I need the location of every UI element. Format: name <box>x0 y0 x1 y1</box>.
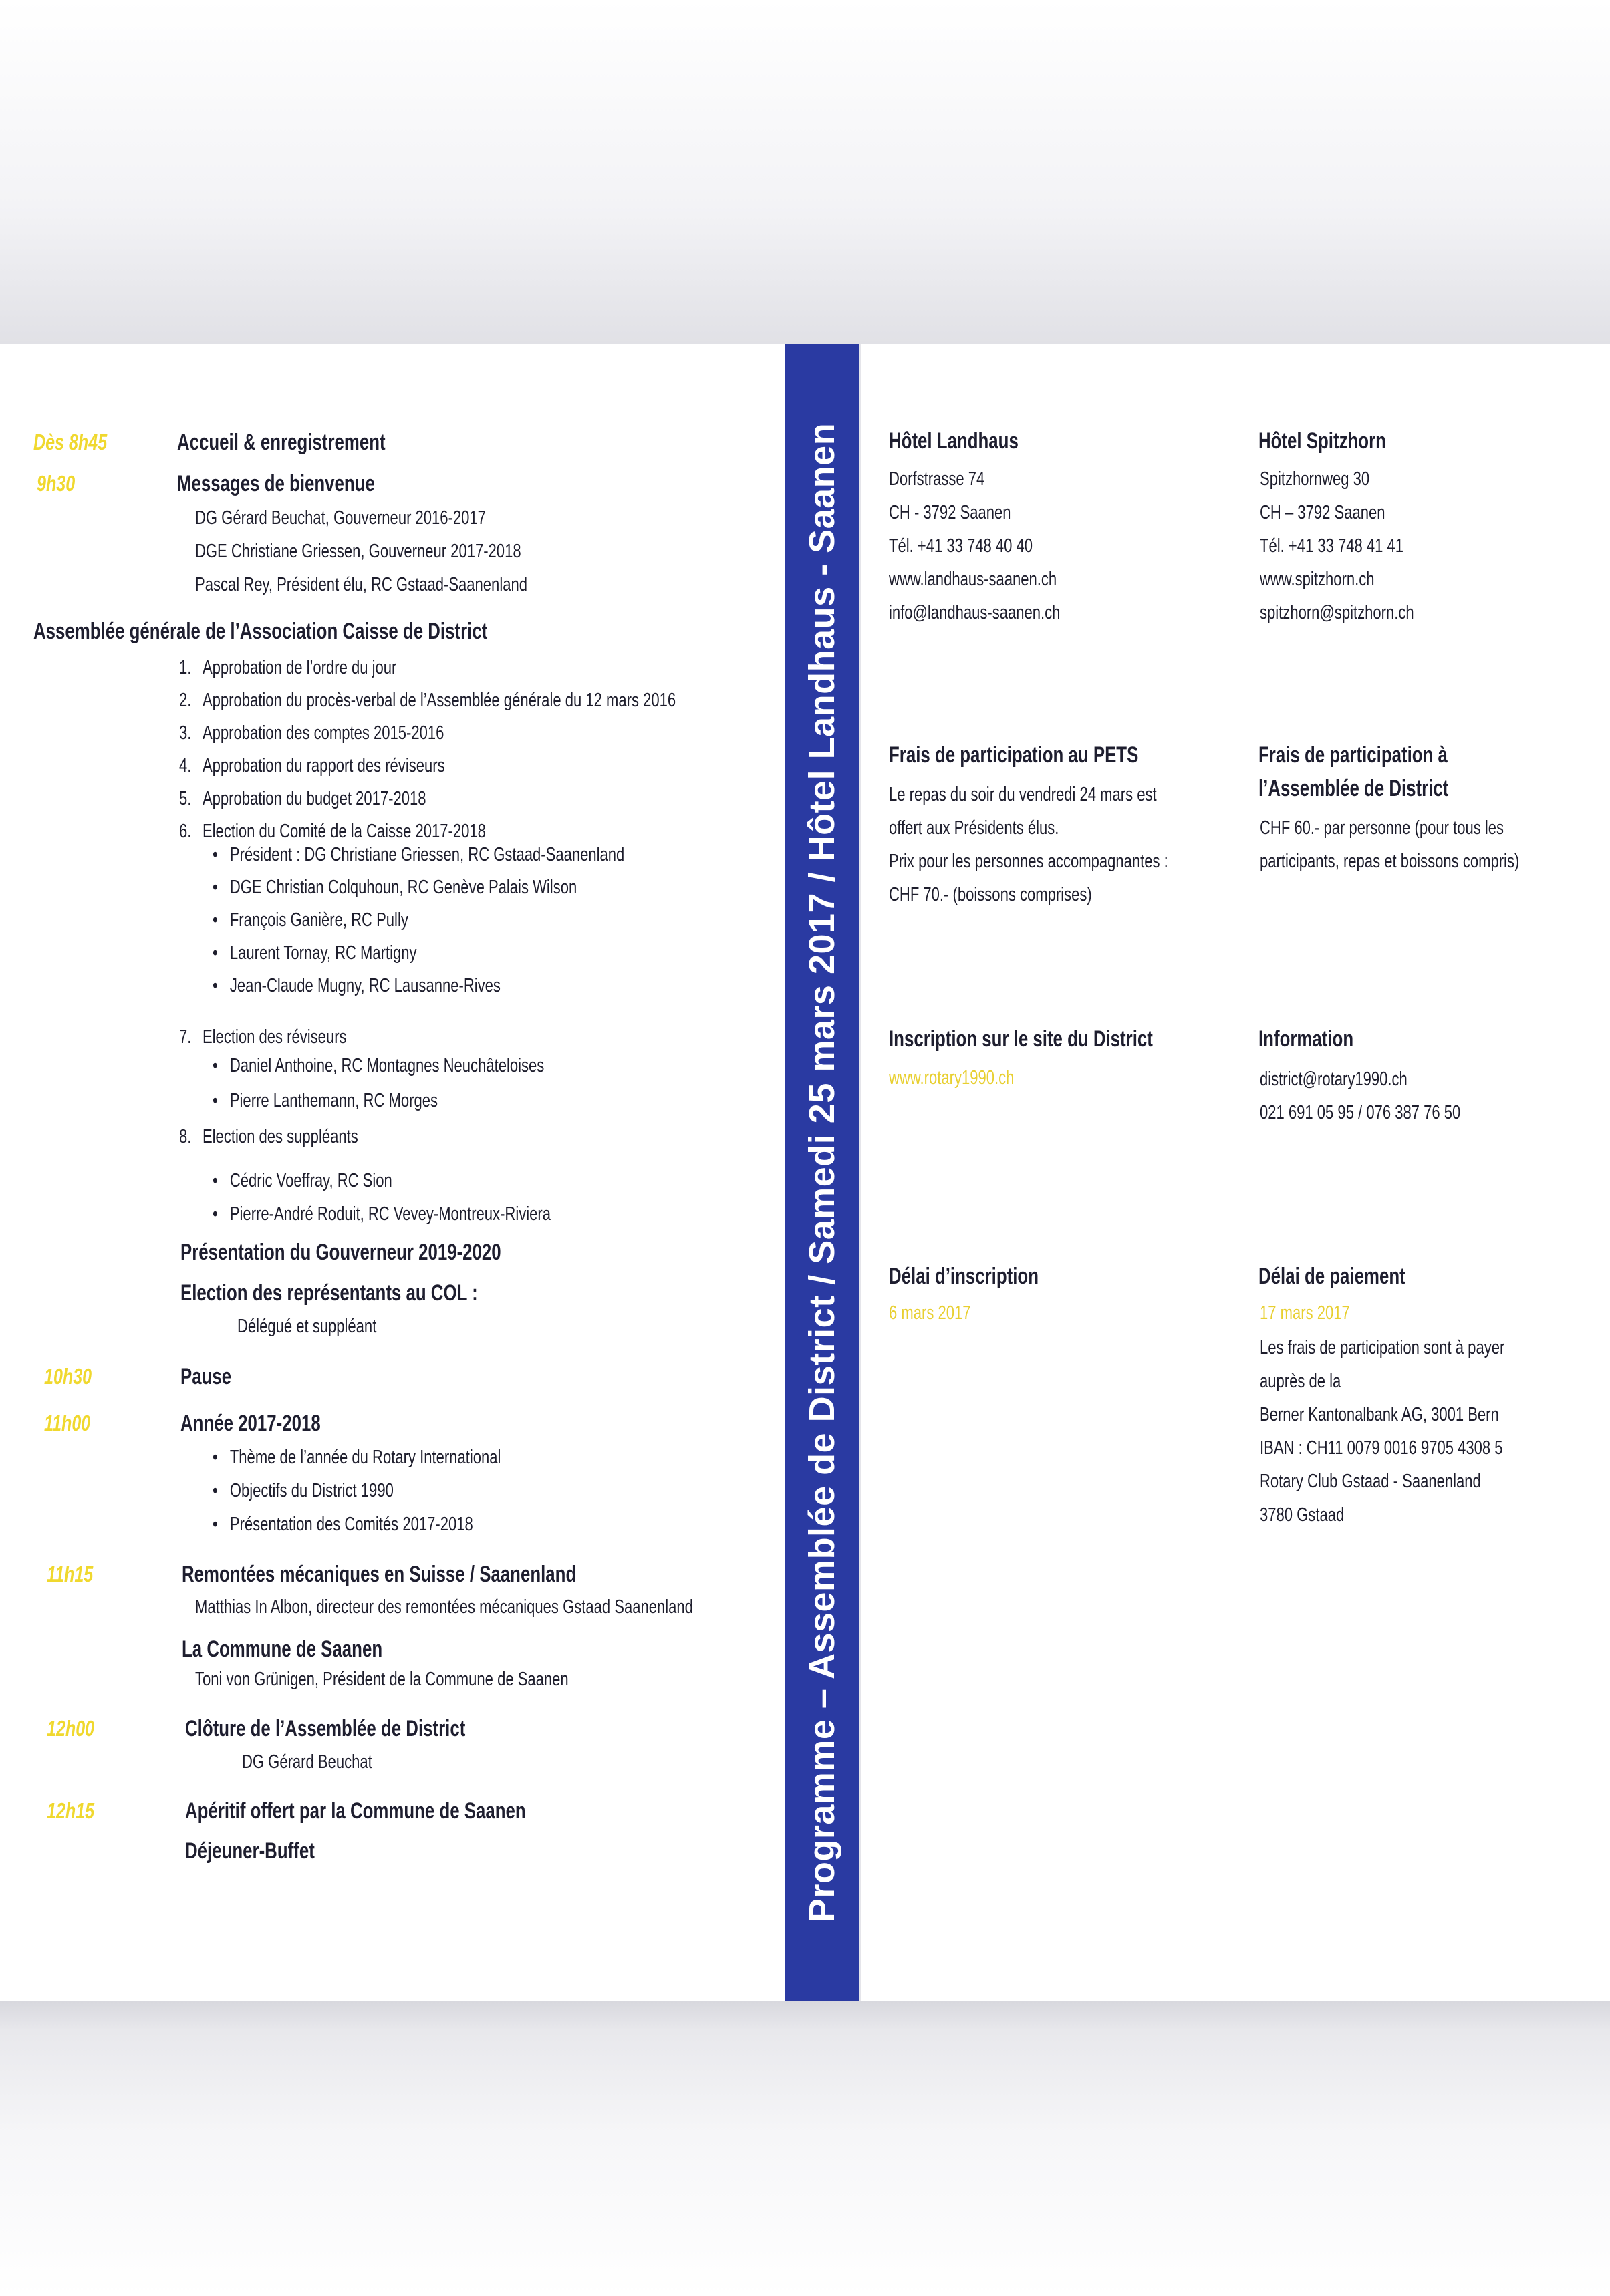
agenda-item: 4. Approbation du rapport des réviseurs <box>179 755 445 776</box>
landhaus-city: CH - 3792 Saanen <box>889 502 1011 523</box>
landhaus-title: Hôtel Landhaus <box>889 428 1019 454</box>
frais-assemblee-line: participants, repas et boissons compris) <box>1260 851 1520 872</box>
delai-inscription-title: Délai d’inscription <box>889 1264 1039 1289</box>
committee-member: • Président : DG Christiane Griessen, RC Gstaad-Saanenland <box>213 844 625 865</box>
agenda-item: 5. Approbation du budget 2017-2018 <box>179 788 426 809</box>
assembly-heading: Assemblée générale de l’Association Caisse de District <box>33 619 488 644</box>
auditor: • Pierre Lanthemann, RC Morges <box>213 1090 438 1111</box>
messages-heading: Messages de bienvenue <box>177 471 375 496</box>
spitzhorn-address: Spitzhornweg 30 <box>1260 468 1370 490</box>
committee-member: • François Ganière, RC Pully <box>213 909 408 931</box>
remontees-speaker: Matthias In Albon, directeur des remontées mécaniques Gstaad Saanenland <box>195 1596 693 1618</box>
information-title: Information <box>1258 1026 1354 1052</box>
pause-heading: Pause <box>180 1364 232 1389</box>
commune-speaker: Toni von Grünigen, Président de la Commune de Saanen <box>195 1669 569 1690</box>
delegue-line: Délégué et suppléant <box>237 1316 377 1337</box>
committee-member: • Laurent Tornay, RC Martigny <box>213 942 417 964</box>
paiement-city: 3780 Gstaad <box>1260 1504 1345 1526</box>
frais-assemblee-title: Frais de participation à <box>1258 742 1448 768</box>
speaker-line: DGE Christiane Griessen, Gouverneur 2017-2018 <box>195 541 521 562</box>
time-08h45: Dès 8h45 <box>33 430 108 454</box>
inscription-title: Inscription sur le site du District <box>889 1026 1153 1052</box>
substitute: • Cédric Voeffray, RC Sion <box>213 1170 392 1191</box>
presentation-heading: Présentation du Gouverneur 2019-2020 <box>180 1240 501 1265</box>
cloture-speaker: DG Gérard Beuchat <box>242 1751 372 1773</box>
paiement-bank: Berner Kantonalbank AG, 3001 Bern <box>1260 1404 1499 1425</box>
accueil-heading: Accueil & enregistrement <box>177 430 386 455</box>
inscription-link[interactable]: www.rotary1990.ch <box>889 1067 1015 1089</box>
time-11h00: 11h00 <box>44 1411 91 1435</box>
spitzhorn-city: CH – 3792 Saanen <box>1260 502 1385 523</box>
time-10h30: 10h30 <box>44 1364 92 1389</box>
annee-item: • Présentation des Comités 2017-2018 <box>213 1514 473 1535</box>
landhaus-email[interactable]: info@landhaus-saanen.ch <box>889 602 1061 623</box>
committee-member: • Jean-Claude Mugny, RC Lausanne-Rives <box>213 975 501 996</box>
annee-heading: Année 2017-2018 <box>180 1411 321 1436</box>
paiement-line: Les frais de participation sont à payer <box>1260 1337 1505 1358</box>
agenda-item-8: 8. Election des suppléants <box>179 1126 358 1147</box>
spitzhorn-website[interactable]: www.spitzhorn.ch <box>1260 569 1375 590</box>
information-phone: 021 691 05 95 / 076 387 76 50 <box>1260 1102 1461 1123</box>
commune-heading: La Commune de Saanen <box>182 1636 383 1662</box>
speaker-line: DG Gérard Beuchat, Gouverneur 2016-2017 <box>195 507 486 529</box>
frais-pets-line: offert aux Présidents élus. <box>889 817 1059 839</box>
auditor: • Daniel Anthoine, RC Montagnes Neuchâteloises <box>213 1055 545 1077</box>
agenda-item: 6. Election du Comité de la Caisse 2017-2018 <box>179 821 486 842</box>
fold-line <box>859 344 861 2001</box>
paiement-club: Rotary Club Gstaad - Saanenland <box>1260 1471 1481 1492</box>
election-col-heading: Election des représentants au COL : <box>180 1280 478 1306</box>
scan-top-margin <box>0 0 1610 344</box>
delai-paiement-title: Délai de paiement <box>1258 1264 1405 1289</box>
annee-item: • Objectifs du District 1990 <box>213 1480 394 1501</box>
committee-member: • DGE Christian Colquhoun, RC Genève Palais Wilson <box>213 877 577 898</box>
agenda-item: 3. Approbation des comptes 2015-2016 <box>179 722 444 744</box>
frais-pets-line: Prix pour les personnes accompagnantes : <box>889 851 1168 872</box>
scan-bottom-margin <box>0 2001 1610 2296</box>
agenda-item: 1. Approbation de l’ordre du jour <box>179 657 397 678</box>
remontees-heading: Remontées mécaniques en Suisse / Saanenland <box>182 1562 577 1587</box>
dejeuner-heading: Déjeuner-Buffet <box>185 1838 315 1864</box>
aperitif-heading: Apéritif offert par la Commune de Saanen <box>185 1798 526 1824</box>
substitute: • Pierre-André Roduit, RC Vevey-Montreux-Riviera <box>213 1203 551 1225</box>
landhaus-website[interactable]: www.landhaus-saanen.ch <box>889 569 1057 590</box>
delai-paiement-date: 17 mars 2017 <box>1260 1302 1350 1324</box>
paiement-iban: IBAN : CH11 0079 0016 9705 4308 5 <box>1260 1437 1503 1459</box>
time-12h00: 12h00 <box>47 1716 95 1741</box>
paiement-line: auprès de la <box>1260 1371 1341 1392</box>
spitzhorn-title: Hôtel Spitzhorn <box>1258 428 1386 454</box>
landhaus-phone: Tél. +41 33 748 40 40 <box>889 535 1033 557</box>
time-12h15: 12h15 <box>47 1798 95 1823</box>
frais-assemblee-line: CHF 60.- par personne (pour tous les <box>1260 817 1504 839</box>
frais-pets-line: CHF 70.- (boissons comprises) <box>889 884 1092 905</box>
frais-pets-title: Frais de participation au PETS <box>889 742 1139 768</box>
frais-pets-line: Le repas du soir du vendredi 24 mars est <box>889 784 1157 805</box>
title-band-text: Programme – Assemblée de District / Samedi 25 mars 2017 / Hôtel Landhaus - Saanen <box>802 422 842 1923</box>
agenda-item-7: 7. Election des réviseurs <box>179 1026 347 1048</box>
frais-assemblee-title-2: l’Assemblée de District <box>1258 776 1449 801</box>
spitzhorn-email[interactable]: spitzhorn@spitzhorn.ch <box>1260 602 1414 623</box>
information-email[interactable]: district@rotary1990.ch <box>1260 1068 1407 1090</box>
cloture-heading: Clôture de l’Assemblée de District <box>185 1716 466 1741</box>
annee-item: • Thème de l’année du Rotary International <box>213 1447 501 1468</box>
delai-inscription-date: 6 mars 2017 <box>889 1302 971 1324</box>
speaker-line: Pascal Rey, Président élu, RC Gstaad-Saanenland <box>195 574 527 595</box>
agenda-item: 2. Approbation du procès-verbal de l’Assemblée générale du 12 mars 2016 <box>179 690 676 711</box>
time-09h30: 9h30 <box>37 471 76 496</box>
landhaus-address: Dorfstrasse 74 <box>889 468 985 490</box>
time-11h15: 11h15 <box>47 1562 94 1586</box>
spitzhorn-phone: Tél. +41 33 748 41 41 <box>1260 535 1404 557</box>
